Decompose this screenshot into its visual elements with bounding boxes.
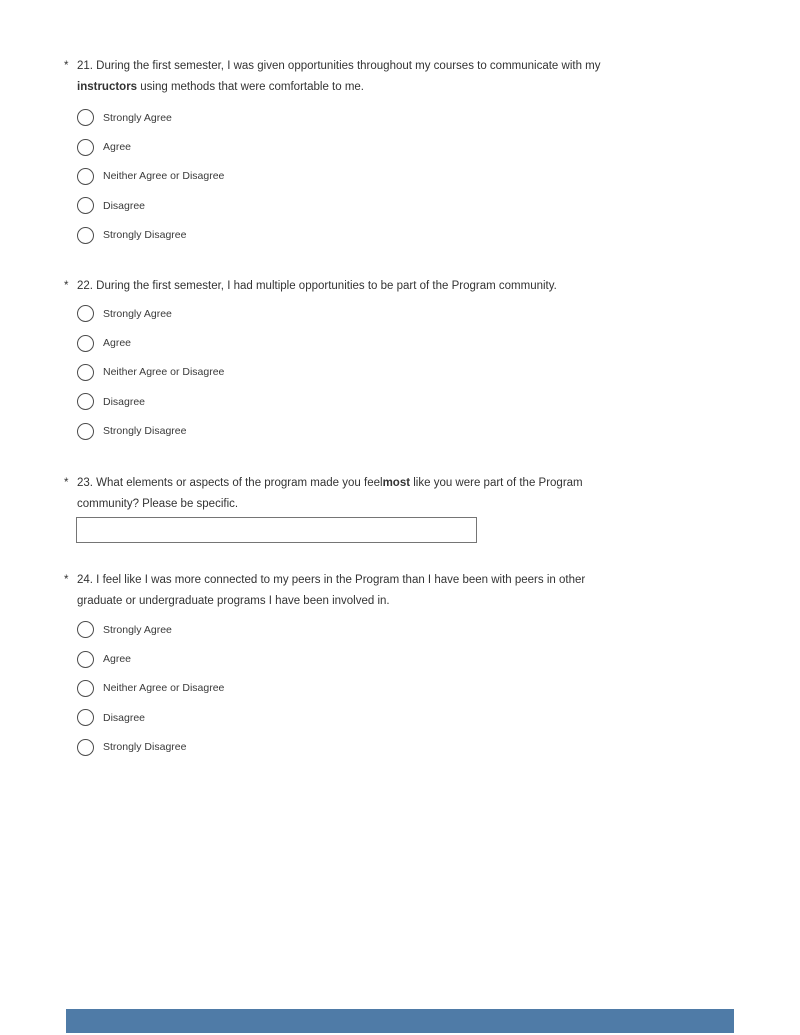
question-22-line1: 22. During the first semester, I had multiple opportunities to be part of the Program community. (77, 280, 557, 292)
question-23-line2: community? Please be specific. (77, 498, 239, 510)
question-21-options (77, 103, 224, 250)
option-label: Strongly Disagree (103, 741, 187, 754)
q23-answer-input[interactable] (76, 517, 477, 543)
option-label: Agree (103, 141, 132, 154)
question-24-options (77, 615, 224, 762)
q24-option-disagree[interactable] (77, 703, 224, 732)
question-22-text (64, 276, 760, 297)
q22-option-neither-agree-or-disagree[interactable] (77, 358, 224, 387)
question-21-line1: 21. During the first semester, I was given opportunities throughout my courses to communicate with my (77, 60, 601, 72)
radio-button-icon[interactable] (77, 680, 94, 697)
radio-button-icon[interactable] (77, 168, 94, 185)
required-asterisk: * (64, 60, 69, 72)
radio-button-icon[interactable] (77, 109, 94, 126)
question-24 (64, 570, 760, 612)
option-label: Disagree (103, 711, 146, 724)
question-22-options (77, 299, 224, 446)
option-label: Disagree (103, 199, 146, 212)
option-label: Disagree (103, 395, 146, 408)
q21-option-neither-agree-or-disagree[interactable] (77, 162, 224, 191)
question-22 (64, 276, 760, 297)
required-asterisk: * (64, 280, 69, 292)
option-label: Neither Agree or Disagree (103, 366, 225, 379)
q24-option-strongly-disagree[interactable] (77, 733, 224, 762)
option-label: Neither Agree or Disagree (103, 682, 225, 695)
option-label: Agree (103, 653, 132, 666)
question-23-text (64, 473, 760, 515)
q21-option-strongly-disagree[interactable] (77, 221, 224, 250)
option-label: Strongly Agree (103, 307, 172, 320)
option-label: Strongly Disagree (103, 229, 187, 242)
option-label: Strongly Disagree (103, 425, 187, 438)
radio-button-icon[interactable] (77, 305, 94, 322)
radio-button-icon[interactable] (77, 335, 94, 352)
radio-button-icon[interactable] (77, 651, 94, 668)
question-23-line1: 23. What elements or aspects of the program made you feelmost like you were part of the Program (77, 477, 583, 489)
q22-option-strongly-disagree[interactable] (77, 417, 224, 446)
q24-option-strongly-agree[interactable] (77, 615, 224, 644)
q21-option-strongly-agree[interactable] (77, 103, 224, 132)
radio-button-icon[interactable] (77, 227, 94, 244)
option-label: Strongly Agree (103, 111, 172, 124)
radio-button-icon[interactable] (77, 709, 94, 726)
footer-bar[interactable] (66, 1009, 734, 1033)
radio-button-icon[interactable] (77, 393, 94, 410)
question-24-line1: 24. I feel like I was more connected to my peers in the Program than I have been with peers in other (77, 574, 586, 586)
q24-option-neither-agree-or-disagree[interactable] (77, 674, 224, 703)
radio-button-icon[interactable] (77, 197, 94, 214)
q22-option-disagree[interactable] (77, 387, 224, 416)
radio-button-icon[interactable] (77, 621, 94, 638)
question-24-line2: graduate or undergraduate programs I have been involved in. (77, 595, 390, 607)
q24-option-agree[interactable] (77, 644, 224, 673)
question-24-text (64, 570, 760, 612)
radio-button-icon[interactable] (77, 739, 94, 756)
option-label: Neither Agree or Disagree (103, 170, 225, 183)
q22-option-strongly-agree[interactable] (77, 299, 224, 328)
question-21-text (64, 56, 760, 98)
required-asterisk: * (64, 574, 69, 586)
required-asterisk: * (64, 477, 69, 489)
option-label: Strongly Agree (103, 623, 172, 636)
radio-button-icon[interactable] (77, 139, 94, 156)
q21-option-agree[interactable] (77, 132, 224, 161)
question-21-line2: instructors using methods that were comfortable to me. (77, 81, 364, 93)
q22-option-agree[interactable] (77, 328, 224, 357)
q21-option-disagree[interactable] (77, 191, 224, 220)
question-23 (64, 473, 760, 515)
question-21 (64, 56, 760, 98)
option-label: Agree (103, 337, 132, 350)
radio-button-icon[interactable] (77, 364, 94, 381)
radio-button-icon[interactable] (77, 423, 94, 440)
